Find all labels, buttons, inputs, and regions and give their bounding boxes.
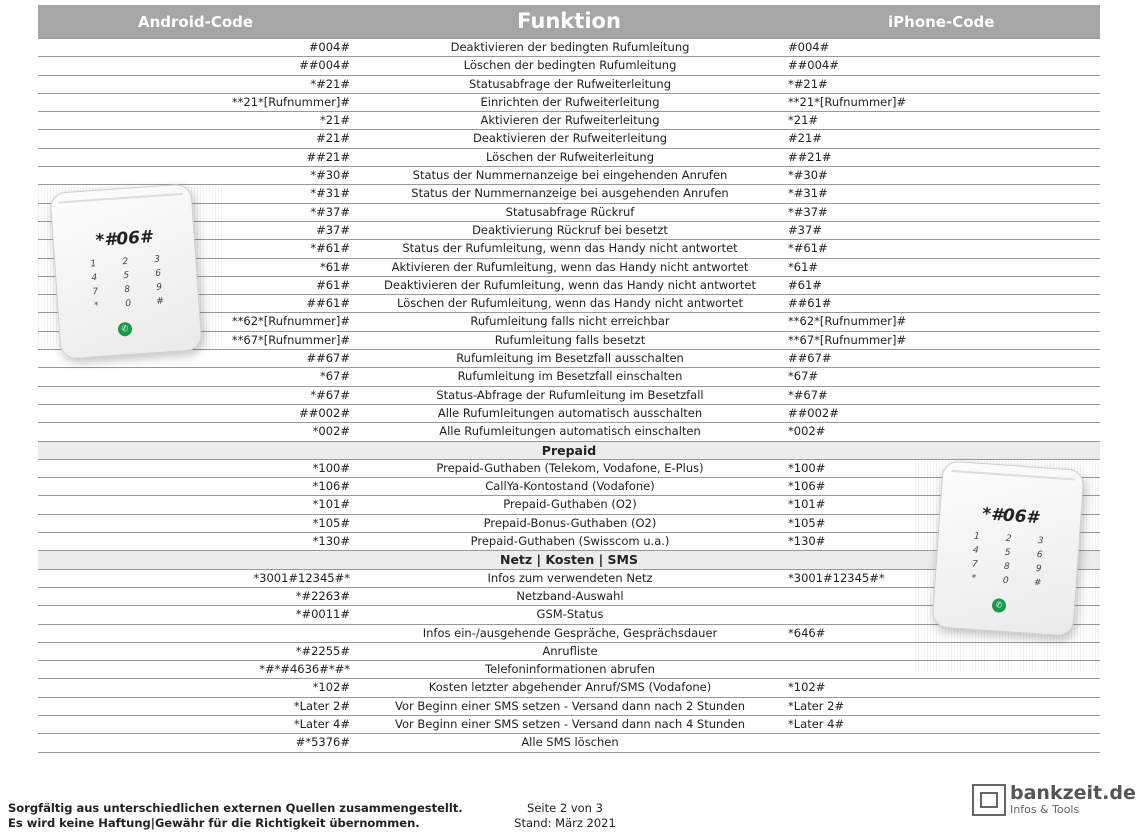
logo-name: bankzeit.de (1010, 782, 1136, 804)
table-row (38, 404, 1100, 422)
android-code-cell: *#0011# (295, 607, 350, 622)
keypad-key: 8 (1003, 561, 1010, 573)
phone-status-bar (59, 193, 183, 204)
function-cell: Alle SMS löschen (521, 735, 619, 750)
iphone-code-cell: *Later 4# (788, 716, 845, 731)
function-cell: Rufumleitung falls besetzt (494, 332, 646, 347)
function-cell: Rufumleitung im Besetzfall einschalten (457, 369, 683, 384)
function-cell: Löschen der bedingten Rufumleitung (463, 58, 677, 73)
iphone-code-cell: *67# (788, 369, 819, 384)
android-code-cell: *002# (312, 424, 350, 439)
section-title-prepaid: Prepaid (38, 441, 1100, 459)
logo-tagline: Infos & Tools (1010, 803, 1080, 816)
iphone-code-cell: **67*[Rufnummer]# (788, 332, 907, 347)
function-cell: GSM-Status (536, 607, 604, 622)
function-cell: Deaktivieren der bedingten Rufumleitung (450, 40, 690, 54)
iphone-code-cell: #37# (788, 222, 822, 237)
android-code-cell: #61# (316, 277, 350, 292)
table-row (38, 367, 1100, 385)
phone-call-icon: ✆ (118, 322, 133, 337)
android-code-cell: *3001#12345#* (253, 570, 350, 585)
phone-illustration-left (49, 183, 202, 359)
table-row (38, 386, 1100, 404)
android-code-cell: *106# (312, 479, 350, 494)
keypad-key: 9 (1035, 563, 1042, 575)
iphone-code-cell: *#30# (788, 168, 828, 183)
phone-call-icon: ✆ (992, 598, 1007, 613)
function-cell: CallYa-Kontostand (Vodafone) (485, 479, 655, 494)
function-cell: Alle Rufumleitungen automatisch ausschalten (437, 405, 703, 420)
iphone-code-cell: *130# (788, 534, 826, 549)
iphone-code-cell: *002# (788, 424, 826, 439)
android-code-cell: *#67# (310, 387, 350, 402)
keypad-key: 1 (90, 259, 97, 270)
table-row (38, 733, 1100, 751)
phone-illustration-right (931, 460, 1084, 636)
android-code-cell: *21# (319, 113, 350, 128)
android-code-cell: *100# (312, 460, 350, 475)
disclaimer-line-2: Es wird keine Haftung|Gewähr für die Richtigkeit übernommen. (8, 816, 420, 830)
table-header (38, 5, 1100, 38)
function-cell: Prepaid-Guthaben (O2) (503, 497, 637, 512)
iphone-code-cell: *#37# (788, 204, 828, 219)
keypad-key: 4 (91, 273, 98, 284)
keypad-key: * (93, 301, 99, 312)
table-row (38, 715, 1100, 733)
table-row (38, 38, 1100, 56)
function-cell: Löschen der Rufweiterleitung (485, 149, 655, 164)
keypad-key: 3 (1037, 536, 1044, 547)
keypad-key: 6 (155, 268, 162, 279)
function-cell: Aktivieren der Rufumleitung, wenn das Handy nicht antwortet (391, 259, 749, 274)
function-cell: Deaktivieren der Rufumleitung, wenn das Handy nicht antwortet (384, 277, 756, 292)
keypad-key: 6 (1036, 550, 1043, 561)
table-row (38, 660, 1100, 678)
android-code-cell: **67*[Rufnummer]# (231, 332, 350, 347)
table-row (38, 184, 1100, 202)
section-title-netz: Netz | Kosten | SMS (38, 550, 1100, 568)
code-table (38, 5, 1100, 753)
iphone-code-cell: *102# (788, 680, 826, 695)
function-cell: Statusabfrage der Rufweiterleitung (468, 76, 672, 91)
function-cell: Status der Rufumleitung, wenn das Handy nicht antwortet (402, 241, 738, 256)
keypad-key: 7 (971, 559, 978, 570)
phone-keypad (958, 531, 1057, 590)
disclaimer-line-1: Sorgfältig aus unterschiedlichen externen Quellen zusammengestellt. (8, 801, 463, 815)
table-row (38, 221, 1100, 239)
page-info (505, 801, 625, 831)
function-cell: Vor Beginn einer SMS setzen - Versand dann nach 4 Stunden (395, 716, 745, 731)
table-row (38, 239, 1100, 257)
keypad-key: # (156, 296, 165, 307)
android-column-header: Android-Code (138, 13, 254, 31)
keypad-key: * (971, 573, 977, 584)
table-row (38, 56, 1100, 74)
table-row (38, 459, 1100, 477)
android-code-cell: #*5376# (295, 735, 350, 750)
function-cell: Kosten letzter abgehender Anruf/SMS (Vodafone) (428, 680, 712, 695)
function-cell: Deaktivierung Rückruf bei besetzt (472, 222, 668, 237)
iphone-code-cell: *21# (788, 113, 819, 128)
iphone-column-header: iPhone-Code (888, 13, 995, 31)
forwarding-rows (38, 38, 1100, 441)
function-cell: Einrichten der Rufweiterleitung (480, 94, 660, 109)
iphone-code-cell: *Later 2# (788, 698, 845, 713)
function-cell: Prepaid-Guthaben (Swisscom u.a.) (470, 534, 670, 549)
function-cell: Status der Nummernanzeige bei eingehenden Anrufen (412, 168, 728, 183)
page-number: Seite 2 von 3 (527, 801, 603, 815)
table-row (38, 422, 1100, 440)
phone-keypad (77, 254, 176, 313)
keypad-key: 5 (123, 270, 130, 282)
android-code-cell: *#*#4636#*#* (259, 662, 350, 677)
android-code-cell: *Later 4# (293, 716, 350, 731)
iphone-code-cell: #61# (788, 277, 822, 292)
function-cell: Infos ein-/ausgehende Gespräche, Gesprächsdauer (422, 625, 718, 640)
disclaimer (8, 801, 463, 831)
phone-display: *#06# (94, 227, 153, 252)
iphone-code-cell: *3001#12345#* (788, 570, 885, 585)
iphone-code-cell: ##67# (788, 351, 832, 366)
android-code-cell: **21*[Rufnummer]# (231, 94, 350, 109)
table-row (38, 203, 1100, 221)
keypad-key: 5 (1004, 547, 1011, 559)
function-cell: Telefoninformationen abrufen (485, 662, 655, 677)
phone-status-bar (951, 470, 1075, 481)
android-code-cell: ##67# (306, 351, 350, 366)
android-code-cell: *Later 2# (293, 698, 350, 713)
revision-date: Stand: März 2021 (514, 816, 616, 830)
table-row (38, 148, 1100, 166)
table-row (38, 697, 1100, 715)
function-cell: Vor Beginn einer SMS setzen - Versand dann nach 2 Stunden (395, 698, 745, 713)
android-code-cell: *#37# (310, 204, 350, 219)
android-code-cell: *61# (319, 259, 350, 274)
keypad-key: 2 (122, 256, 129, 268)
android-code-cell: #004# (308, 40, 350, 54)
keypad-key: 7 (92, 286, 99, 298)
android-code-cell: ##004# (299, 58, 350, 73)
iphone-code-cell: *#61# (788, 241, 828, 256)
keypad-key: 1 (973, 531, 980, 542)
android-code-cell: *67# (319, 369, 350, 384)
iphone-code-cell: ##21# (788, 149, 832, 164)
iphone-code-cell: ##004# (788, 58, 839, 73)
function-cell: Prepaid-Bonus-Guthaben (O2) (483, 515, 657, 530)
iphone-code-cell: *101# (788, 497, 826, 512)
android-code-cell: *#21# (310, 76, 350, 91)
android-code-cell: ##002# (299, 405, 350, 420)
android-code-cell: **62*[Rufnummer]# (231, 314, 350, 329)
keypad-key: 4 (972, 545, 979, 556)
table-row (38, 642, 1100, 660)
android-code-cell: *#31# (310, 186, 350, 201)
table-row (38, 111, 1100, 129)
table-row (38, 129, 1100, 147)
function-cell: Löschen der Rufumleitung, wenn das Handy nicht antwortet (397, 296, 743, 311)
table-row (38, 166, 1100, 184)
iphone-code-cell: *#31# (788, 186, 828, 201)
function-cell: Aktivieren der Rufweiterleitung (480, 113, 660, 128)
iphone-code-cell: *646# (788, 625, 826, 640)
function-cell: Deaktivieren der Rufweiterleitung (472, 131, 668, 146)
iphone-code-cell: *61# (788, 259, 819, 274)
keypad-key: 0 (125, 298, 132, 310)
table-row (38, 678, 1100, 696)
bankzeit-logo-icon (972, 784, 1006, 816)
iphone-code-cell: **62*[Rufnummer]# (788, 314, 907, 329)
android-code-cell: *#2263# (295, 588, 350, 603)
android-code-cell: *102# (312, 680, 350, 695)
table-row (38, 75, 1100, 93)
android-code-cell: *101# (312, 497, 350, 512)
keypad-key: # (1033, 577, 1042, 589)
android-code-cell: *130# (312, 534, 350, 549)
android-code-cell: *#2255# (295, 643, 350, 658)
function-column-header: Funktion (517, 9, 621, 33)
android-code-cell: *#61# (310, 241, 350, 256)
android-code-cell: #37# (316, 222, 350, 237)
function-cell: Anrufliste (542, 643, 598, 658)
table-row (38, 93, 1100, 111)
keypad-key: 3 (154, 254, 161, 265)
android-code-cell: ##21# (306, 149, 350, 164)
keypad-key: 9 (155, 282, 163, 293)
iphone-code-cell: ##61# (788, 296, 832, 311)
table-bottom-border (38, 752, 1100, 753)
table-row (38, 349, 1100, 367)
function-cell: Netzband-Auswahl (516, 588, 624, 603)
android-code-cell: *#30# (310, 168, 350, 183)
phone-display: *#06# (981, 504, 1040, 529)
iphone-code-cell: *100# (788, 460, 826, 475)
keypad-key: 2 (1005, 533, 1012, 545)
function-cell: Statusabfrage Rückruf (505, 204, 635, 219)
android-code-cell: *105# (312, 515, 350, 530)
iphone-code-cell: #004# (788, 40, 830, 54)
iphone-code-cell: *106# (788, 479, 826, 494)
bankzeit-logo (972, 782, 1137, 816)
iphone-code-cell: *#67# (788, 387, 828, 402)
android-code-cell: ##61# (306, 296, 350, 311)
function-cell: Status der Nummernanzeige bei ausgehenden Anrufen (411, 186, 729, 201)
keypad-key: 8 (124, 284, 131, 296)
function-cell: Rufumleitung falls nicht erreichbar (470, 314, 670, 329)
function-cell: Status-Abfrage der Rufumleitung im Besetzfall (436, 387, 704, 402)
android-code-cell: #21# (316, 131, 350, 146)
keypad-key: 0 (1002, 575, 1009, 587)
iphone-code-cell: **21*[Rufnummer]# (788, 94, 907, 109)
function-cell: Rufumleitung im Besetzfall ausschalten (456, 351, 684, 366)
iphone-code-cell: ##002# (788, 405, 839, 420)
iphone-code-cell: *#21# (788, 76, 828, 91)
iphone-code-cell: #21# (788, 131, 822, 146)
iphone-code-cell: *105# (788, 515, 826, 530)
function-cell: Prepaid-Guthaben (Telekom, Vodafone, E-Plus) (436, 460, 704, 475)
function-cell: Alle Rufumleitungen automatisch einschalten (439, 424, 701, 439)
function-cell: Infos zum verwendeten Netz (487, 570, 653, 585)
